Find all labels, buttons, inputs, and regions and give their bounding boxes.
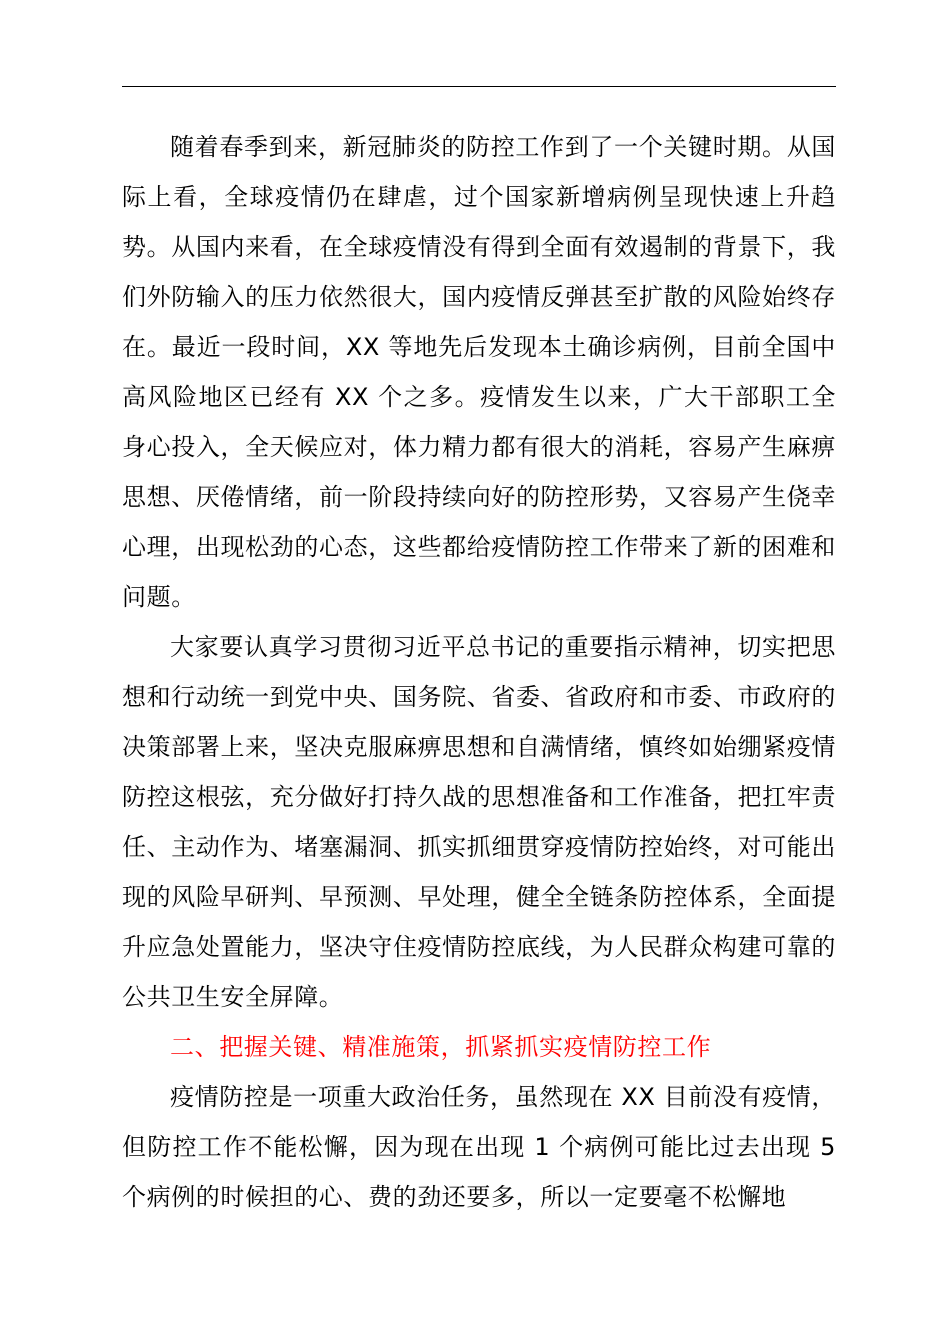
document-body	[122, 122, 836, 1222]
header-rule	[122, 86, 836, 87]
body-paragraph-1: 随着春季到来，新冠肺炎的防控工作到了一个关键时期。从国际上看，全球疫情仍在肆虐，过个国家新增病例呈现快速上升趋势。从国内来看，在全球疫情没有得到全面有效遏制的背景下，我们外防输入的压力依然很大，国内疫情反弹甚至扩散的风险始终存在。最近一段时间，XX 等地先后发现本土确诊病例，目前全国中高风险地区已经有 XX 个之多。疫情发生以来，广大干部职工全身心投入，全天候应对，体力精力都有很大的消耗，容易产生麻痹思想、厌倦情绪，前一阶段持续向好的防控形势，又容易产生侥幸心理，出现松劲的心态，这些都给疫情防控工作带来了新的困难和问题。	[122, 133, 836, 611]
section-heading: 二、把握关键、精准施策，抓紧抓实疫情防控工作	[170, 1033, 712, 1061]
body-paragraph-2: 大家要认真学习贯彻习近平总书记的重要指示精神，切实把思想和行动统一到党中央、国务院、省委、省政府和市委、市政府的决策部署上来，坚决克服麻痹思想和自满情绪，慎终如始绷紧疫情防控这根弦，充分做好打持久战的思想准备和工作准备，把扛牢责任、主动作为、堵塞漏洞、抓实抓细贯穿疫情防控始终，对可能出现的风险早研判、早预测、早处理，健全全链条防控体系，全面提升应急处置能力，坚决守住疫情防控底线，为人民群众构建可靠的公共卫生安全屏障。	[122, 633, 836, 1011]
section-paragraph: 疫情防控是一项重大政治任务，虽然现在 XX 目前没有疫情，但防控工作不能松懈，因为现在出现 1 个病例可能比过去出现 5 个病例的时候担的心、费的劲还要多，所以一定要毫不松懈地	[122, 1083, 836, 1211]
